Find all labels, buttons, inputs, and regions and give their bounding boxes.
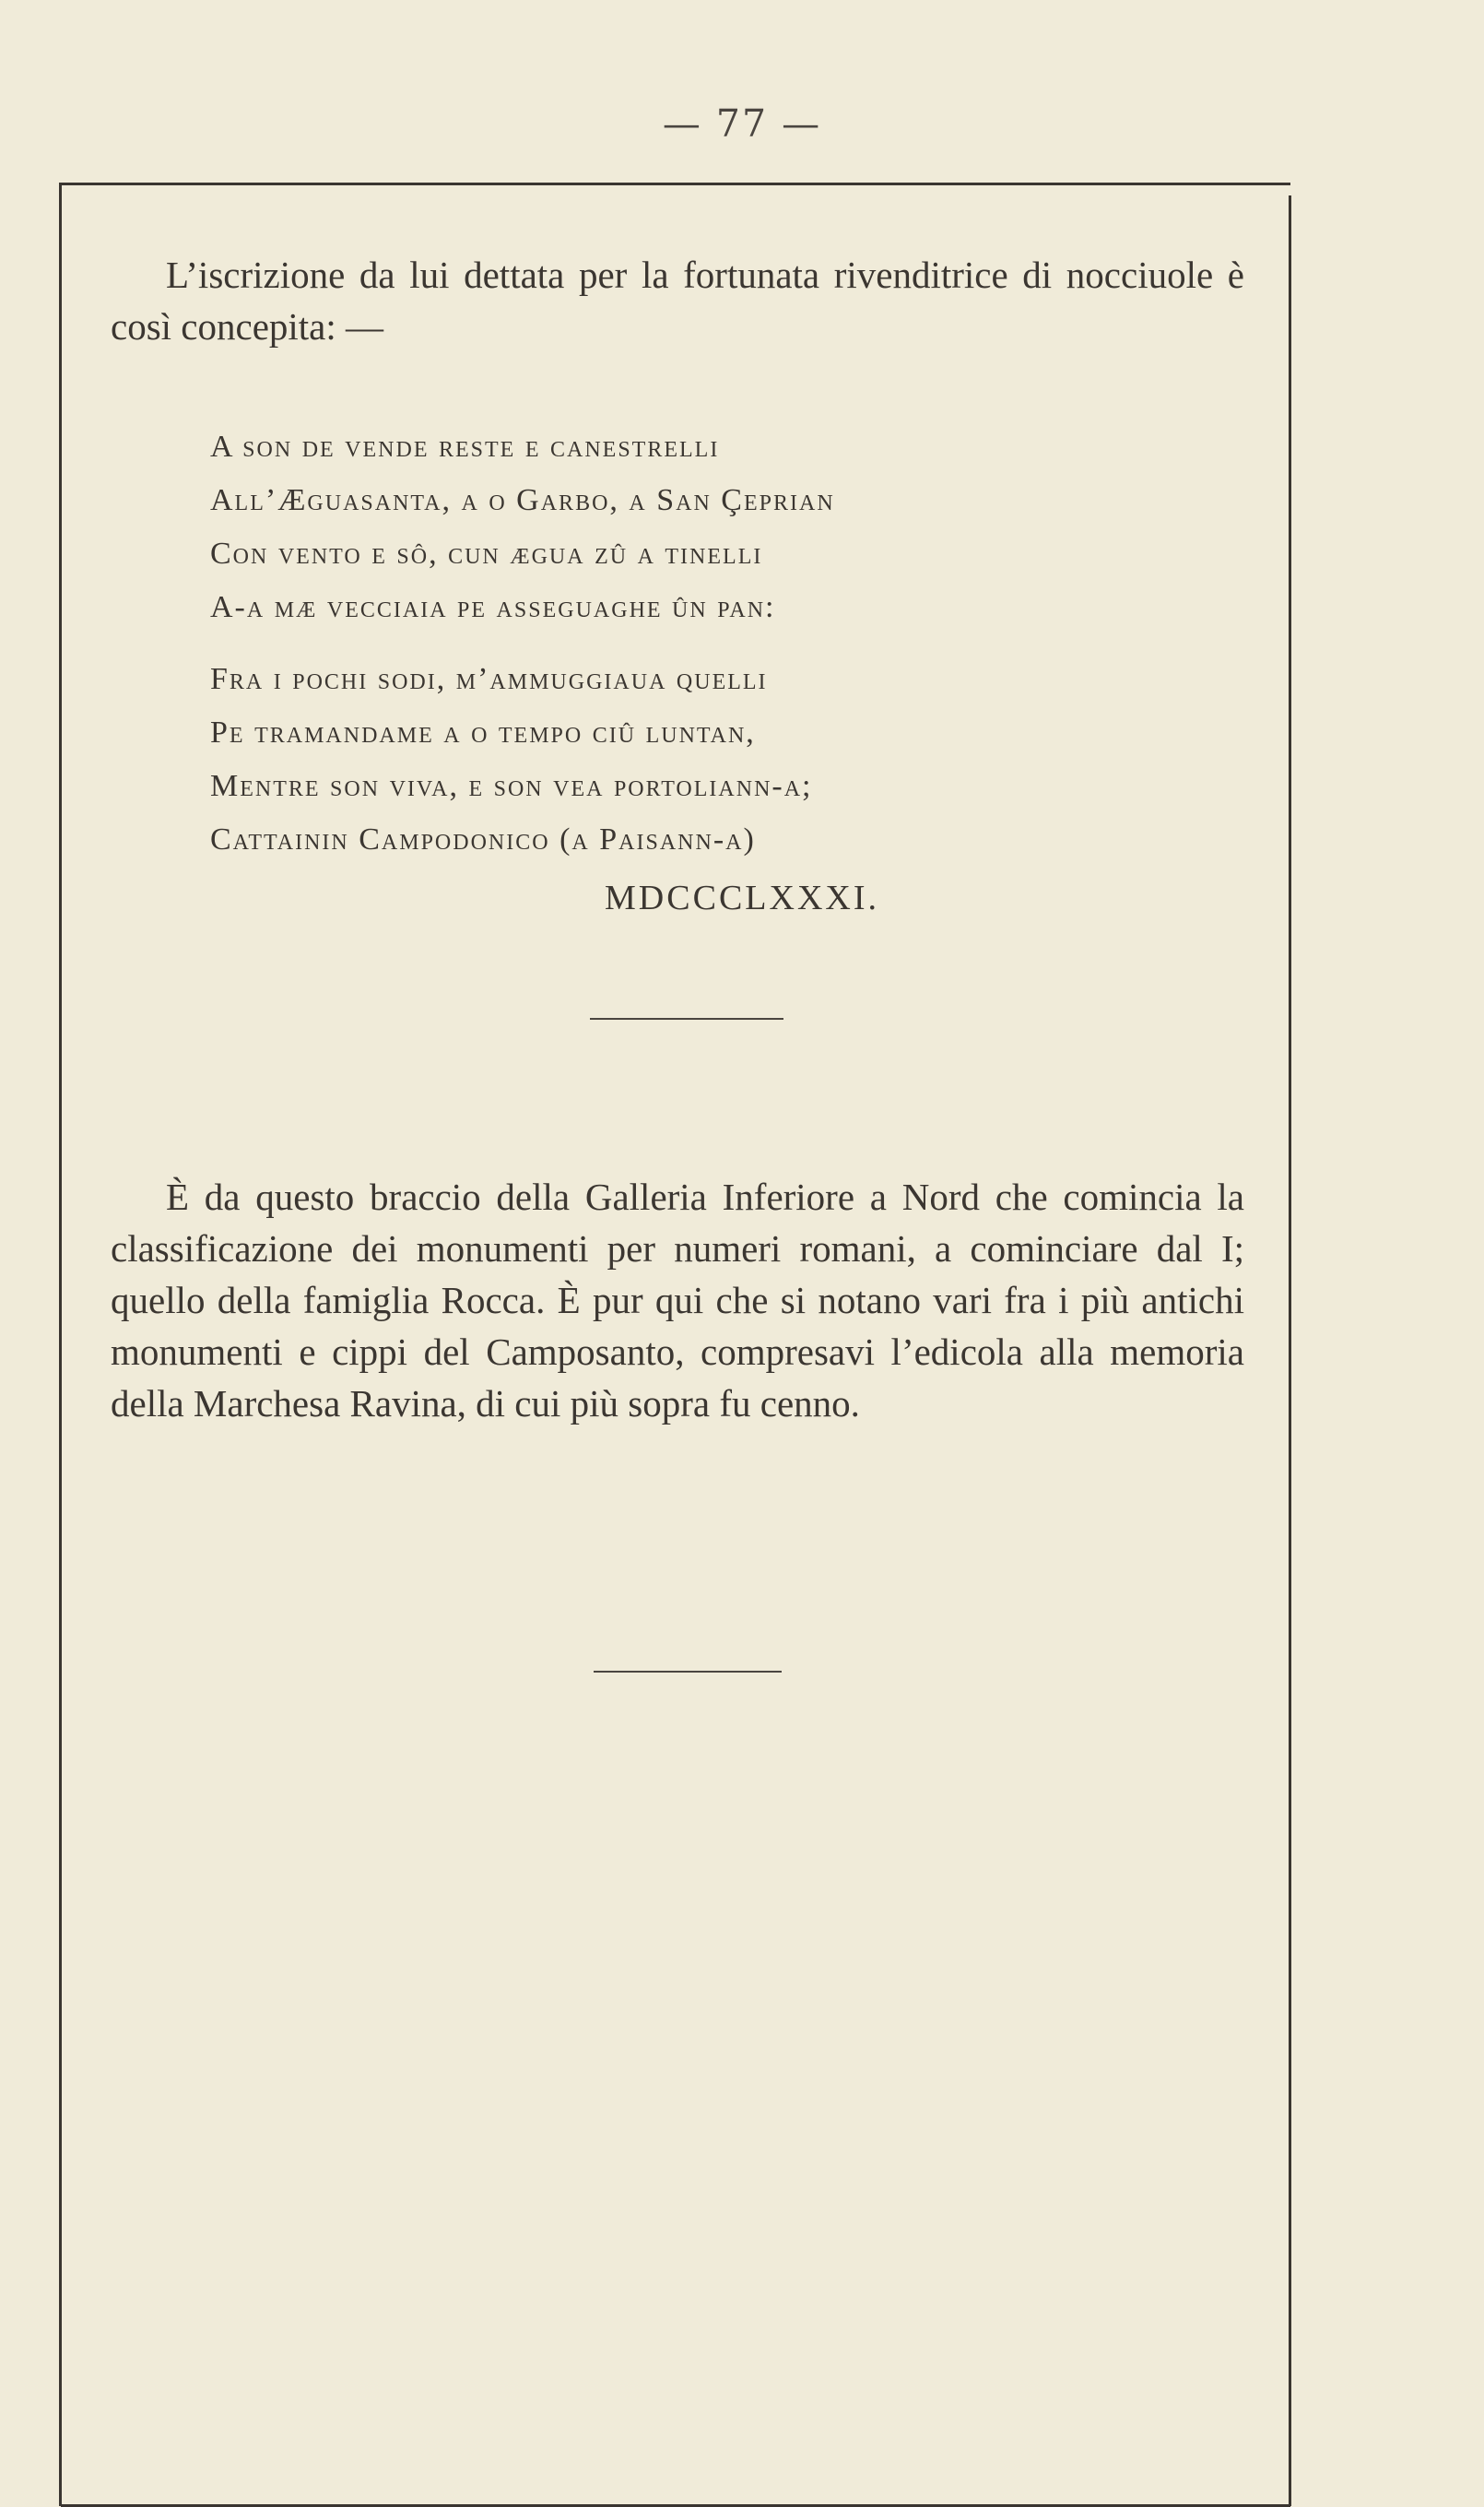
verse-line: A-a mæ vecciaia pe asseguaghe ûn pan:: [210, 590, 776, 624]
verse-line: Mentre son viva, e son vea portoliann-a;: [210, 769, 813, 803]
inscription-date: MDCCCLXXXI.: [605, 879, 879, 917]
frame-top-border: [61, 183, 1290, 185]
verse-line: All’Æguasanta, a o Garbo, a San Çeprian: [210, 483, 835, 517]
verse-line: A son de vende reste e canestrelli: [210, 430, 720, 464]
section-divider: [594, 1671, 782, 1673]
intro-text: L’iscrizione da lui dettata per la fortunata rivenditrice di nocciuole è così concepita: —: [111, 254, 1244, 348]
section-divider: [590, 1018, 783, 1020]
verse-line: Fra i pochi sodi, m’ammuggiaua quelli: [210, 662, 768, 696]
intro-paragraph: [111, 249, 1244, 352]
closing-text: È da questo braccio della Galleria Inferiore a Nord che comincia la classificazione dei monumenti per numeri romani, a cominciare dal I; quello della famiglia Rocca. È pur qui che si notano vari fra i più antichi monumenti e cippi del Camposanto, compresavi l’edicola alla memoria della Marchesa Ravina, di cui più sopra fu cenno.: [111, 1176, 1244, 1425]
frame-right-border: [1289, 195, 1291, 2506]
inscription-stanza-1: [210, 420, 1224, 634]
inscription-stanza-2: [210, 653, 1224, 867]
closing-paragraph: [111, 1171, 1244, 1429]
verse-line: Pe tramandame a o tempo ciû luntan,: [210, 715, 756, 750]
verse-line: Con vento e sô, cun ægua zû a tinelli: [210, 537, 763, 571]
verse-line: Cattainin Campodonico (a Paisann-a): [210, 822, 756, 857]
frame-left-border: [59, 183, 62, 2506]
page-number: — 77 —: [662, 101, 822, 146]
